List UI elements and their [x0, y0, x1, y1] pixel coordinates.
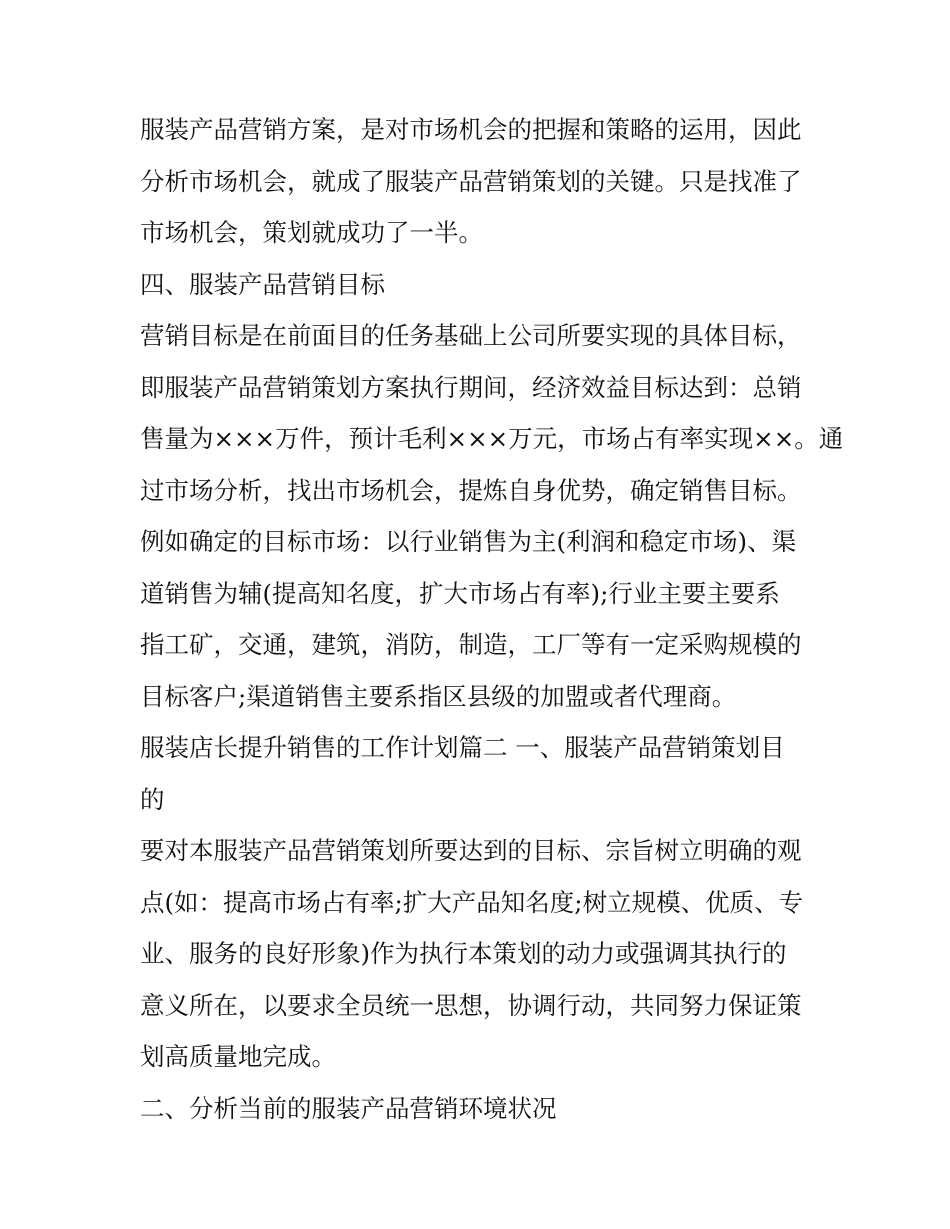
- text-line: 道销售为辅(提高知名度，扩大市场占有率);行业主要主要系: [140, 578, 780, 608]
- text-line: 目标客户;渠道销售主要系指区县级的加盟或者代理商。: [140, 681, 737, 711]
- section-heading: 二、分析当前的服装产品营销环境状况: [140, 1093, 557, 1123]
- text-line: 意义所在，以要求全员统一思想，协调行动，共同努力保证策: [140, 990, 802, 1020]
- text-line: 市场机会，策划就成功了一半。: [140, 218, 483, 247]
- text-line: 营销目标是在前面目的任务基础上公司所要实现的具体目标，: [140, 321, 802, 350]
- document-body: [140, 104, 844, 1134]
- text-line: 要对本服装产品营销策划所要达到的目标、宗旨树立明确的观: [140, 836, 802, 865]
- text-line: 服装店长提升销售的工作计划篇二 一、服装产品营销策划目: [140, 733, 785, 762]
- text-line: 点(如：提高市场占有率;扩大产品知名度;树立规模、优质、专: [140, 887, 804, 917]
- text-line: 的: [140, 784, 165, 814]
- text-line: 例如确定的目标市场：以行业销售为主(利润和稳定市场)、渠: [140, 527, 797, 556]
- text-line: 服装产品营销方案，是对市场机会的把握和策略的运用，因此: [140, 115, 802, 144]
- text-line: 划高质量地完成。: [140, 1042, 336, 1071]
- text-line: 分析市场机会，就成了服装产品营销策划的关键。只是找准了: [140, 166, 802, 196]
- text-line: 售量为×××万件，预计毛利×××万元，市场占有率实现××。通: [140, 424, 844, 453]
- text-line: 过市场分析，找出市场机会，提炼自身优势，确定销售目标。: [140, 475, 802, 505]
- text-line: 即服装产品营销策划方案执行期间，经济效益目标达到：总销: [140, 372, 802, 402]
- text-line: 指工矿，交通，建筑，消防，制造，工厂等有一定采购规模的: [140, 630, 802, 659]
- text-line: 业、服务的良好形象)作为执行本策划的动力或强调其执行的: [140, 939, 787, 968]
- section-heading: 四、服装产品营销目标: [140, 269, 385, 299]
